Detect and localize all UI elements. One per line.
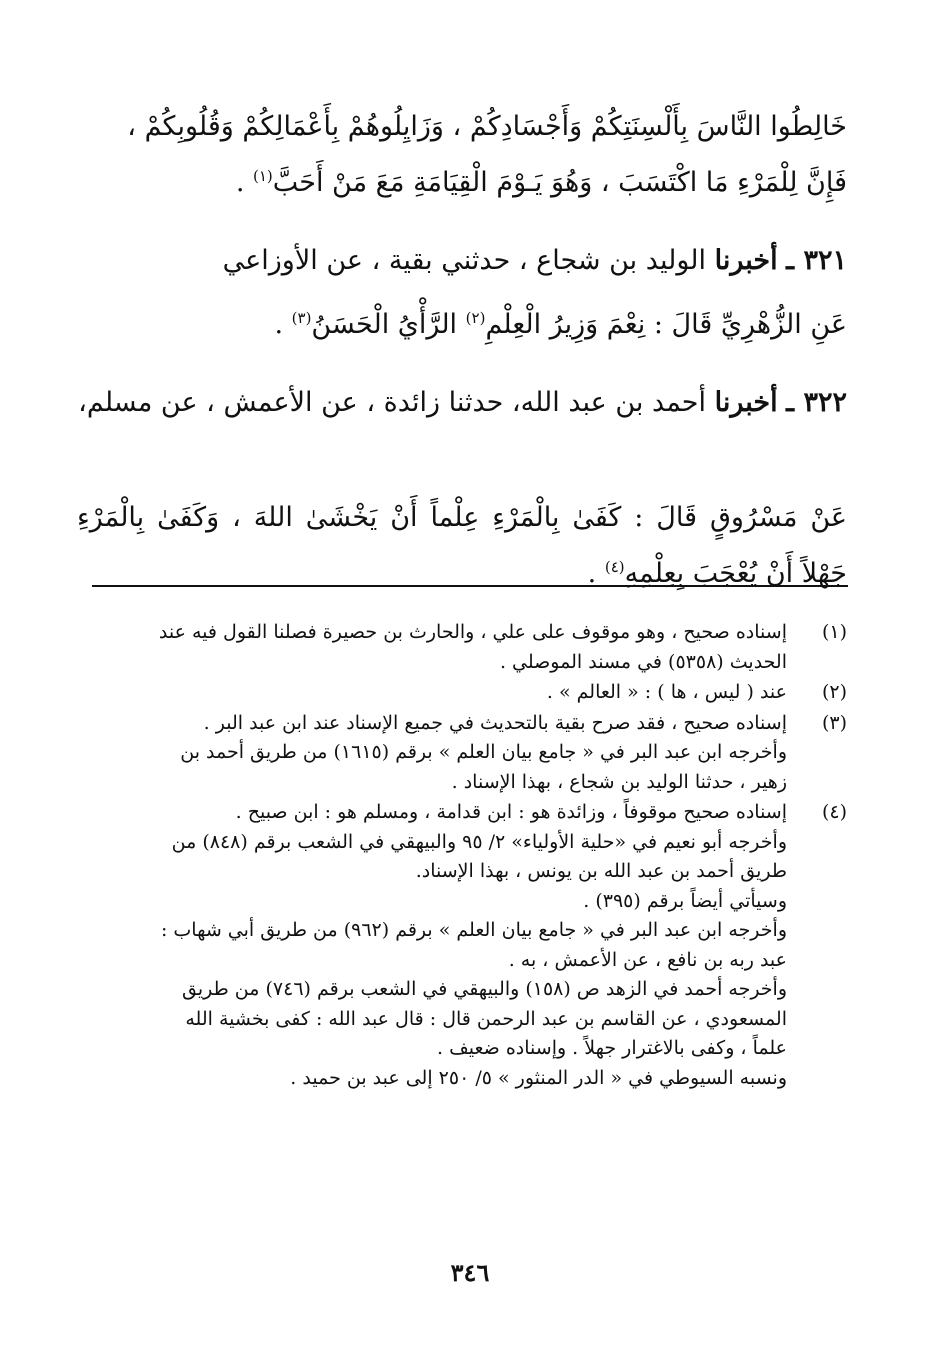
- footnote-line: الحديث (٥٣٥٨) في مسند الموصلي .: [499, 650, 787, 673]
- footnote: [87, 618, 847, 677]
- hadith-321-matn: [77, 297, 847, 353]
- isnad-text: أحمد بن عبد الله، حدثنا زائدة ، عن الأعمش ، عن مسلم،: [78, 387, 715, 418]
- footnote-line: إسناده صحيح ، فقد صرح بقية بالتحديث في جميع الإسناد عند ابن عبد البر .: [203, 711, 787, 734]
- footnote-line: وأخرجه ابن عبد البر في « جامع بيان العلم » برقم (١٦١٥) من طريق أحمد بن: [180, 741, 787, 763]
- footnote-line: وأخرجه أحمد في الزهد ص (١٥٨) والبيهقي في الشعب برقم (٧٤٦) من طريق: [182, 978, 787, 1000]
- footnote-line: إسناده صحيح موقوفاً ، وزائدة هو : ابن قدامة ، ومسلم هو : ابن صبيح .: [235, 801, 787, 823]
- matn-text: الرَّأْيُ الْحَسَنُ: [311, 309, 466, 340]
- footnote: [87, 709, 847, 798]
- isnad-lead: أخبرنا: [714, 387, 778, 418]
- matn-text: عَنْ مَسْرُوقٍ قَالَ : كَفَىٰ بِالْمَرْءِ عِلْماً أَنْ يَخْشَىٰ اللهَ ، وَكَفَىٰ بِالْمَرْءِ جَهْلاً أَنْ يُعْجَبَ بِعِلْمِهِ: [77, 502, 847, 589]
- hadith-number: ٣٢١ ـ: [786, 245, 847, 276]
- footnote-line: وأخرجه ابن عبد البر في « جامع بيان العلم » برقم (٩٦٢) من طريق أبي شهاب :: [160, 919, 787, 941]
- footnote: [87, 678, 847, 708]
- hadith-322-isnad: [77, 375, 847, 431]
- isnad-lead: أخبرنا: [714, 245, 778, 276]
- footnote-line: وأخرجه أبو نعيم في «حلية الأولياء» ٢/ ٩٥ والبيهقي في الشعب برقم (٨٤٨) من: [171, 830, 787, 853]
- footnote-mark: (٣): [821, 711, 847, 734]
- footnote-line: علماً ، وكفى بالاغترار جهلاً . وإسناده ضعيف .: [437, 1037, 787, 1059]
- hadith-321-isnad: [77, 233, 847, 289]
- text-line: خَالِطُوا النَّاسَ بِأَلْسِنَتِكُمْ وَأَجْسَادِكُمْ ، وَزَايِلُوهُمْ بِأَعْمَالِكُمْ وَقُلُوبِكُمْ ،: [127, 111, 847, 142]
- footnote-line: عند ( ليس ، ها ) : « العالم » .: [546, 681, 787, 703]
- footnote-line: وسيأتي أيضاً برقم (٣٩٥) .: [583, 889, 787, 912]
- footnote-line: إسناده صحيح ، وهو موقوف على علي ، والحارث بن حصيرة فصلنا القول فيه عند: [158, 621, 787, 643]
- period: .: [274, 309, 292, 340]
- footnote-line: زهير ، حدثنا الوليد بن شجاع ، بهذا الإسناد .: [451, 770, 787, 793]
- hadith-continuation: [77, 99, 847, 211]
- footnote-ref: (٢): [465, 309, 486, 327]
- footnote-line: طريق أحمد بن عبد الله بن يونس ، بهذا الإسناد.: [415, 860, 787, 882]
- footnote-line: المسعودي ، عن القاسم بن عبد الرحمن قال : قال عبد الله : كفى بخشية الله: [185, 1007, 787, 1030]
- footnote-ref: (١): [252, 167, 273, 185]
- footnote-line: عبد ربه بن نافع ، عن الأعمش ، به .: [508, 948, 787, 971]
- footnote-mark: (٤): [821, 801, 847, 823]
- footnote-mark: (١): [821, 621, 847, 643]
- isnad-text: الوليد بن شجاع ، حدثني بقية ، عن الأوزاعي: [222, 245, 715, 276]
- footnote-line: ونسبه السيوطي في « الدر المنثور » ٥/ ٢٥٠ إلى عبد بن حميد .: [290, 1066, 787, 1089]
- footnote-ref: (٣): [291, 309, 312, 327]
- period: .: [587, 558, 605, 589]
- footnote-divider: [92, 585, 848, 587]
- hadith-number: ٣٢٢ ـ: [786, 387, 847, 418]
- matn-text: عَنِ الزُّهْرِيِّ قَالَ : نِعْمَ وَزِيرُ الْعِلْمِ: [485, 309, 847, 340]
- footnote: [87, 798, 847, 1093]
- footnotes: [87, 618, 847, 1094]
- footnote-mark: (٢): [821, 681, 847, 703]
- footnote-ref: (٤): [604, 558, 625, 576]
- period: .: [235, 167, 253, 198]
- text-line: فَإِنَّ لِلْمَرْءِ مَا اكْتَسَبَ ، وَهُوَ يَـوْمَ الْقِيَامَةِ مَعَ مَنْ أَحَبَّ: [272, 167, 847, 198]
- page-number: ٣٤٦: [450, 1258, 490, 1287]
